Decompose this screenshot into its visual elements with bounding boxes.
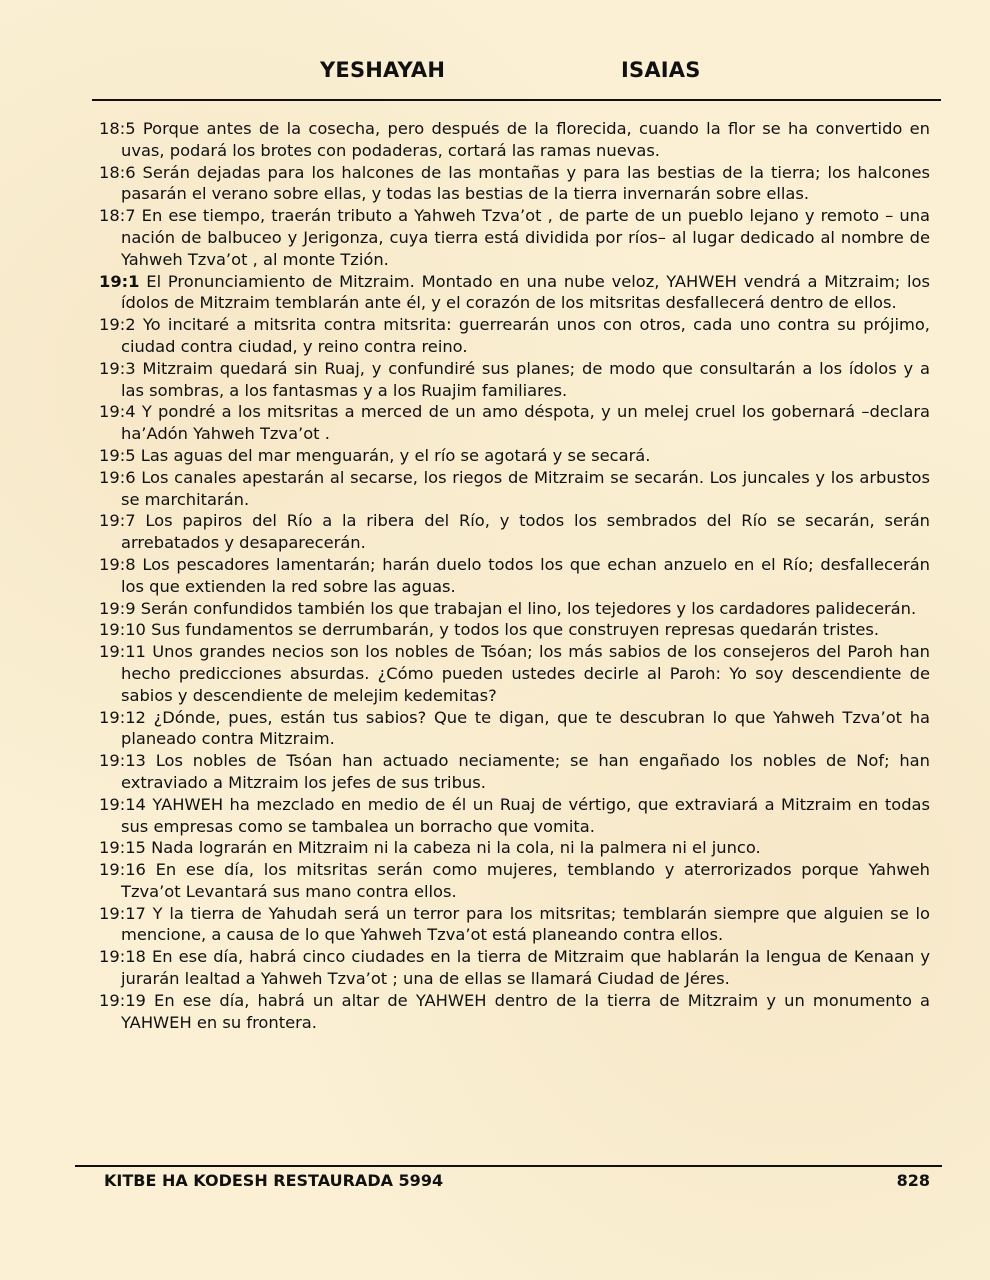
verse-text: Yo incitaré a mitsrita contra mitsrita: guerrearán unos con otros, cada uno contra su prójimo, ciudad contra ciudad, y reino contra reino. xyxy=(121,315,930,356)
verse-ref: 19:9 xyxy=(99,598,136,618)
verse-text: El Pronunciamiento de Mitzraim. Montado en una nube veloz, YAHWEH vendrá a Mitzraim; los ídolos de Mitzraim temblarán ante él, y el corazón de los mitsritas desfallecerá dentro de ellos. xyxy=(121,271,930,313)
verse-text: Serán confundidos también los que trabajan el lino, los tejedores y los cardadores palidecerán. xyxy=(140,598,917,618)
verse-18-5 xyxy=(99,118,930,162)
verse-ref: 19:17 xyxy=(99,903,146,923)
chapter-start-ref: 19:1 xyxy=(99,271,140,291)
verse-19-18 xyxy=(99,946,930,990)
verse-ref: 19:7 xyxy=(99,511,136,531)
verse-list xyxy=(99,118,930,1033)
page-footer xyxy=(104,1171,930,1195)
page-number: 828 xyxy=(896,1171,930,1190)
verse-ref: 19:18 xyxy=(99,947,146,967)
verse-text: Nada lograrán en Mitzraim ni la cabeza ni la cola, ni la palmera ni el junco. xyxy=(151,838,761,858)
verse-19-3 xyxy=(99,358,930,402)
verse-text: Los nobles de Tsóan han actuado neciamente; se han engañado los nobles de Nof; han extraviado a Mitzraim los jefes de sus tribus. xyxy=(121,751,930,792)
verse-19-11 xyxy=(99,641,930,706)
verse-text: En ese día, habrá un altar de YAHWEH dentro de la tierra de Mitzraim y un monumento a YAHWEH en su frontera. xyxy=(121,990,930,1032)
verse-19-1 xyxy=(99,271,930,315)
footer-book-title: KITBE HA KODESH RESTAURADA 5994 xyxy=(104,1171,444,1190)
verse-ref: 19:12 xyxy=(99,707,146,727)
verse-text: Serán dejadas para los halcones de las montañas y para las bestias de la tierra; los halcones pasarán el verano sobre ellas, y todas las bestias de la tierra invernarán sobre ellas. xyxy=(121,162,930,204)
verse-19-10 xyxy=(99,619,930,641)
verse-ref: 19:10 xyxy=(99,620,146,640)
verse-19-5 xyxy=(99,445,930,467)
verse-ref: 19:2 xyxy=(99,315,136,335)
verse-ref: 19:3 xyxy=(99,358,136,378)
verse-18-6 xyxy=(99,162,930,206)
verse-text: Y la tierra de Yahudah será un terror para los mitsritas; temblarán siempre que alguien se lo mencione, a causa de lo que Yahweh Tzva’ot está planeando contra ellos. xyxy=(121,903,930,945)
verse-text: Las aguas del mar menguarán, y el río se agotará y se secará. xyxy=(140,445,651,465)
header-title-hebrew: YESHAYAH xyxy=(320,58,446,82)
verse-18-7 xyxy=(99,205,930,270)
verse-ref: 19:5 xyxy=(99,445,136,465)
verse-ref: 19:4 xyxy=(99,402,136,422)
verse-ref: 19:13 xyxy=(99,751,146,771)
verse-text: Y pondré a los mitsritas a merced de un amo déspota, y un melej cruel los gobernará –declara ha’Adón Yahweh Tzva’ot . xyxy=(121,402,930,444)
verse-ref: 18:6 xyxy=(99,162,136,182)
verse-text: Mitzraim quedará sin Ruaj, y confundiré sus planes; de modo que consultarán a los ídolos y a las sombras, a los fantasmas y a los Ruajim familiares. xyxy=(121,358,930,400)
verse-ref: 19:15 xyxy=(99,838,146,858)
verse-19-15 xyxy=(99,837,930,859)
verse-19-2 xyxy=(99,314,930,358)
verse-text: En ese día, habrá cinco ciudades en la tierra de Mitzraim que hablarán la lengua de Kenaan y jurarán lealtad a Yahweh Tzva’ot ; una de ellas se llamará Ciudad de Jéres. xyxy=(121,947,930,989)
header-rule xyxy=(92,99,941,101)
verse-19-17 xyxy=(99,903,930,947)
verse-text: Unos grandes necios son los nobles de Tsóan; los más sabios de los consejeros del Paroh han hecho predicciones absurdas. ¿Cómo pueden ustedes decirle al Paroh: Yo soy descendiente de sabios y descendiente de melejim kedemitas? xyxy=(121,642,930,705)
verse-19-7 xyxy=(99,510,930,554)
verse-19-12 xyxy=(99,707,930,751)
verse-text: Porque antes de la cosecha, pero después de la florecida, cuando la flor se ha convertido en uvas, podará los brotes con podaderas, cortará las ramas nuevas. xyxy=(121,119,930,160)
verse-19-13 xyxy=(99,750,930,794)
verse-text: En ese tiempo, traerán tributo a Yahweh Tzva’ot , de parte de un pueblo lejano y remoto – una nación de balbuceo y Jerigonza, cuya tierra está dividida por ríos– al lugar dedicado al nombre de Yahweh Tzva’ot , al monte Tzión. xyxy=(121,206,930,269)
verse-text: Los canales apestarán al secarse, los riegos de Mitzraim se secarán. Los juncales y los arbustos se marchitarán. xyxy=(121,467,930,509)
verse-19-14 xyxy=(99,794,930,838)
verse-text: En ese día, los mitsritas serán como mujeres, temblando y aterrorizados porque Yahweh Tzva’ot Levantará sus mano contra ellos. xyxy=(121,860,930,901)
verse-19-19 xyxy=(99,990,930,1034)
verse-19-4 xyxy=(99,401,930,445)
verse-text: Sus fundamentos se derrumbarán, y todos los que construyen represas quedarán tristes. xyxy=(151,620,880,640)
verse-ref: 19:16 xyxy=(99,860,146,880)
verse-19-6 xyxy=(99,467,930,511)
verse-text: YAHWEH ha mezclado en medio de él un Ruaj de vértigo, que extraviará a Mitzraim en todas sus empresas como se tambalea un borracho que vomita. xyxy=(121,794,930,836)
verse-19-9 xyxy=(99,598,930,620)
verse-ref: 19:6 xyxy=(99,467,136,487)
verse-text: ¿Dónde, pues, están tus sabios? Que te digan, que te descubran lo que Yahweh Tzva’ot ha planeado contra Mitzraim. xyxy=(121,707,930,749)
verse-text: Los papiros del Río a la ribera del Río, y todos los sembrados del Río se secarán, serán arrebatados y desaparecerán. xyxy=(121,511,930,553)
page-header xyxy=(0,58,990,92)
verse-ref: 19:11 xyxy=(99,642,146,662)
header-title-spanish: ISAIAS xyxy=(621,58,701,82)
verse-ref: 19:8 xyxy=(99,554,136,574)
verse-ref: 19:19 xyxy=(99,990,146,1010)
verse-text: Los pescadores lamentarán; harán duelo todos los que echan anzuelo en el Río; desfallecerán los que extienden la red sobre las aguas. xyxy=(121,554,930,596)
verse-ref: 18:5 xyxy=(99,119,136,138)
verse-ref: 18:7 xyxy=(99,206,136,226)
verse-ref: 19:14 xyxy=(99,794,146,814)
verse-19-8 xyxy=(99,554,930,598)
verse-19-16 xyxy=(99,859,930,903)
footer-rule xyxy=(75,1165,942,1167)
